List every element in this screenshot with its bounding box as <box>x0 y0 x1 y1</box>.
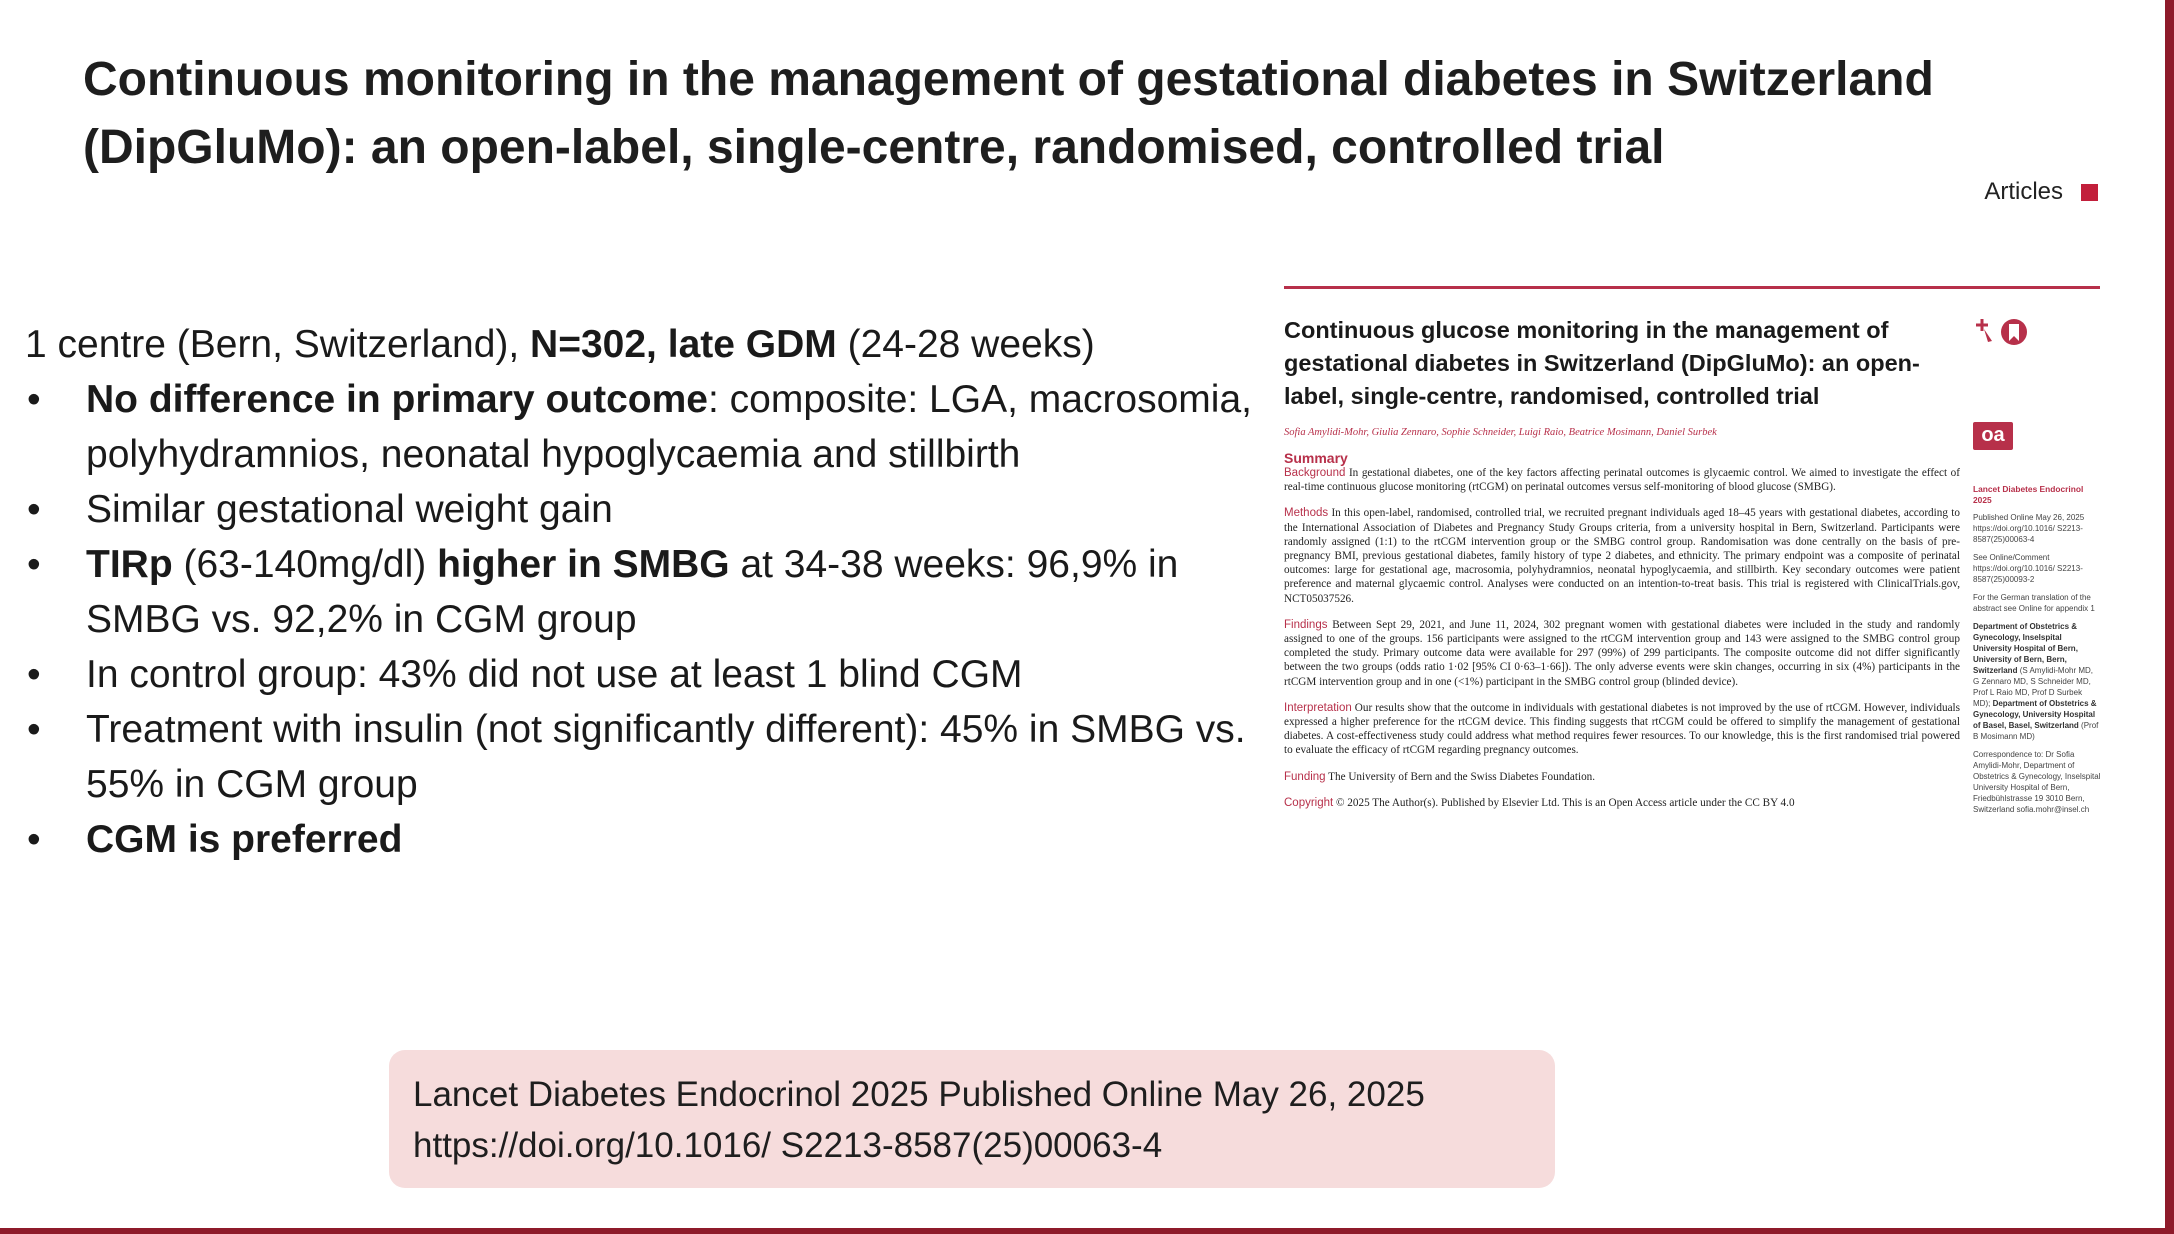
lead-suffix: (24-28 weeks) <box>836 323 1095 366</box>
abstract-section-head: Findings <box>1284 618 1328 631</box>
summary-heading: Summary <box>1284 450 1348 466</box>
abstract-section-head: Interpretation <box>1284 701 1352 714</box>
lead-bold: N=302, late GDM <box>530 323 837 366</box>
key-findings <box>25 317 1255 867</box>
german-translation: For the German translation of the abstract see Online for appendix 1 <box>1973 593 2095 613</box>
citation-text: Lancet Diabetes Endocrinol 2025 Published Online May 26, 2025 https://doi.org/10.1016/ S2213-8587(25)00063-4 <box>413 1075 1425 1165</box>
abstract-section-head: Methods <box>1284 507 1329 520</box>
article-title: Continuous glucose monitoring in the management of gestational diabetes in Switzerland (DipGluMo): an open-label, single-centre, randomised, controlled trial <box>1284 317 1920 409</box>
abstract-methods <box>1284 506 1960 605</box>
bullet-text: at 34-38 weeks: 96,9% in SMBG vs. 92,2% in CGM group <box>86 543 1179 641</box>
bullet-bold: TIRp <box>86 543 173 586</box>
list-item <box>25 482 1255 537</box>
bullet-text: Treatment with insulin (not significantly different): 45% in SMBG vs. 55% in CGM group <box>86 708 1246 806</box>
affiliation-people: (S Amylidi-Mohr MD, G Zennaro MD, S Schneider MD, Prof L Raio MD, Prof D Surbek MD); <box>1973 666 2094 708</box>
correspondence-label: Correspondence to: <box>1973 750 2044 759</box>
abstract-section-text: In this open-label, randomised, controlled trial, we recruited pregnant individuals aged 18–45 years with gestational diabetes, according to the International Association of Diabetes and Pregnancy Study Groups criteria, from a university hospital in Bern, Switzerland. Participants were randomly assigned (1:1) to the rtCGM intervention group or the SMBG control group. Randomisation was done centrally on the basis of pre-pregnancy BMI, previous gestational diabetes, family history of type 2 diabetes, and ethnicity. The primary endpoint was a composite of perinatal outcomes: large for gestational age, macrosomia, polyhydramnios, neonatal hypoglycaemia, and stillbirth. Key secondary outcomes were patient preference and maternal glycaemic control. Analyses were conducted on an intention-to-treat basis. This trial is registered with ClinicalTrials.gov, NCT05037526. <box>1284 507 1960 605</box>
published-online: Published Online May 26, 2025 https://doi.org/10.1016/ S2213-8587(25)00063-4 <box>1973 513 2085 544</box>
list-item <box>25 372 1255 482</box>
article-abstract-image <box>1284 286 2100 986</box>
article-top-rule <box>1284 286 2100 289</box>
slide-title: Continuous monitoring in the management of gestational diabetes in Switzerland (DipGluMo): an open-label, single-centre, randomised, controlled trial <box>83 53 1934 174</box>
section-label-text: Articles <box>1984 178 2063 205</box>
affiliation-bern <box>1973 621 2101 742</box>
crossmark-icon[interactable] <box>1974 315 2032 353</box>
section-label <box>1984 178 2098 206</box>
citation-box <box>389 1050 1555 1188</box>
abstract-findings <box>1284 618 1960 689</box>
findings-list <box>25 372 1255 867</box>
affiliation-name: Department of Obstetrics & Gynecology, University Hospital of Basel, Basel, Switzerland <box>1973 699 2097 730</box>
abstract-funding <box>1284 770 1960 784</box>
correspondence-email: sofia.mohr@insel.ch <box>2016 805 2090 814</box>
article-sidebar <box>1973 484 2101 822</box>
bullet-text: Similar gestational weight gain <box>86 488 613 531</box>
bullet-bold: No difference in primary outcome <box>86 378 708 421</box>
abstract-section-head: Background <box>1284 467 1346 479</box>
slide-bottom-edge <box>0 1228 2174 1234</box>
section-square-icon <box>2081 184 2098 201</box>
affiliation-name: Department of Obstetrics & Gynecology, Inselspital University Hospital of Bern, University of Bern, Bern, Switzerland <box>1973 622 2078 675</box>
slide-right-edge <box>2165 0 2174 1234</box>
abstract-section-text: © 2025 The Author(s). Published by Elsevier Ltd. This is an Open Access article under the CC BY 4.0 <box>1333 796 1795 809</box>
abstract-section-text: The University of Bern and the Swiss Diabetes Foundation. <box>1325 770 1596 783</box>
list-item <box>25 702 1255 812</box>
bullet-bold: higher in SMBG <box>437 543 730 586</box>
abstract-section-text: Our results show that the outcome in individuals with gestational diabetes is not improved by the use of rtCGM. However, individuals expressed a higher preference for the rtCGM device. This finding suggests that rtCGM could be offered to simplify the management of gestational diabetes. A cost-effectiveness study could address what method requires fewer resources. To our knowledge, this is the first randomised trial powered to evaluate the efficacy of rtCGM regarding pregnancy outcomes. <box>1284 701 1960 757</box>
see-online: See Online/Comment https://doi.org/10.1016/ S2213-8587(25)00093-2 <box>1973 553 2083 584</box>
bullet-text: (63-140mg/dl) <box>172 543 438 586</box>
open-access-badge: oa <box>1973 422 2013 450</box>
abstract-section-text: Between Sept 29, 2021, and June 11, 2024, 302 pregnant women with gestational diabetes were included in the study and randomly assigned to one of the groups. 156 participants were assigned to the rtCGM intervention group and 143 were assigned to the SMBG control group completed the study. Primary outcome data were available for 297 (99%) of 299 participants. The composite outcome did not differ significantly between the two groups (odds ratio 1·02 [95% CI 0·63–1·66]). The only adverse events were skin changes, occurring in six (4%) participants in the rtCGM intervention group and in one (<1%) participant in the SMBG control group (blinded device). <box>1284 618 1960 688</box>
study-lead <box>25 317 1255 372</box>
correspondence-address: Dr Sofia Amylidi-Mohr, Department of Obstetrics & Gynecology, Inselspital University Hospital of Bern, Friedbühlstrasse 19 3010 Bern, Switzerland <box>1973 750 2101 814</box>
abstract-section-head: Copyright <box>1284 796 1334 809</box>
affiliation-people: (Prof B Mosimann MD) <box>1973 721 2099 741</box>
article-authors: Sofia Amylidi-Mohr, Giulia Zennaro, Sophie Schneider, Luigi Raio, Beatrice Mosimann, Daniel Surbek <box>1284 427 1717 438</box>
list-item <box>25 537 1255 647</box>
lead-prefix: 1 centre (Bern, Switzerland), <box>25 323 531 366</box>
bullet-text: In control group: 43% did not use at least 1 blind CGM <box>86 653 1023 696</box>
list-item <box>25 812 1255 867</box>
abstract-section-text: In gestational diabetes, one of the key factors affecting perinatal outcomes is glycaemic control. We aimed to investigate the effect of real-time continuous glucose monitoring (rtCGM) on perinatal outcomes versus self-monitoring of blood glucose (SMBG). <box>1284 467 1960 494</box>
list-item <box>25 647 1255 702</box>
abstract-body <box>1284 466 1960 810</box>
abstract-background <box>1284 466 1960 494</box>
bullet-text: : composite: LGA, macrosomia, polyhydramnios, neonatal hypoglycaemia and stillbirth <box>86 378 1252 476</box>
bullet-bold: CGM is preferred <box>86 818 403 861</box>
journal-name: Lancet Diabetes Endocrinol 2025 <box>1973 484 2084 505</box>
correspondence <box>1973 749 2101 815</box>
abstract-interpretation <box>1284 701 1960 758</box>
abstract-section-head: Funding <box>1284 770 1326 783</box>
abstract-copyright <box>1284 796 1960 810</box>
